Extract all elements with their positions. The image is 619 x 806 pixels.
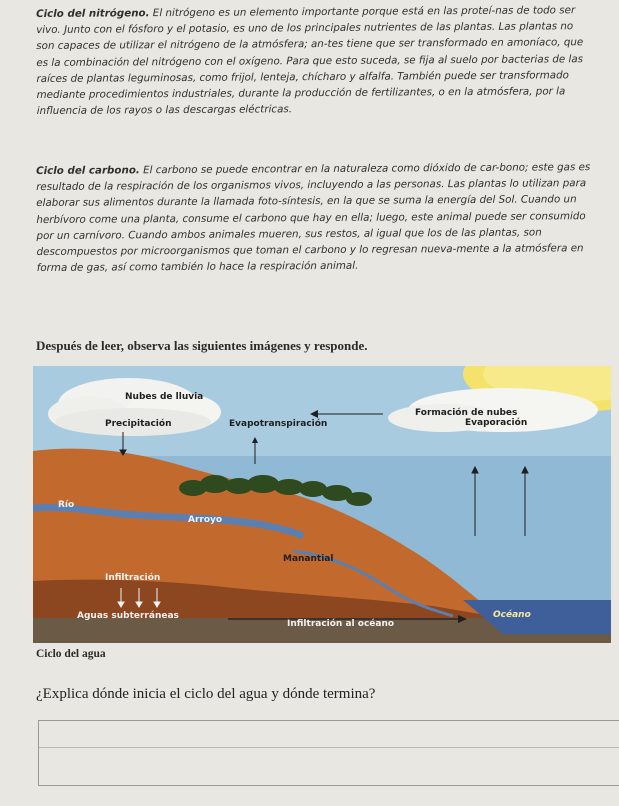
carbon-text: El carbono se puede encontrar en la naturaleza como dióxido de car-bono; este gas es resultado de la respiración de los organismos vivos, incluyendo a las personas. Las plantas lo utilizan para elaborar sus alimentos durante la llamada foto-síntesis, en la que se suma la energía del Sol. Cuando un herbívoro come una planta, consume el carbono que hay en ella; luego, este animal puede ser consumido por un carnívoro. Cuando ambos animales mueren, sus restos, al igual que los de las plantas, son descompuestos por microorganismos que toman el carbono y lo regresan nueva-mente a la atmósfera en forma de gas, así como también lo hace la respiración animal. xyxy=(36,161,591,275)
instruction-text: Después de leer, observa las siguientes imágenes y responde. xyxy=(36,338,368,353)
label-stream: Arroyo xyxy=(188,515,223,525)
label-infiltration: Infiltración xyxy=(105,573,161,583)
water-cycle-diagram xyxy=(33,366,611,643)
nitrogen-text: El nitrógeno es un elemento importante porque está en las proteí-nas de todo ser vivo. Junto con el fósforo y el potasio, es uno de los principales nutrientes de las plantas. Las plantas no son capaces de utilizar el nitrógeno de la atmósfera; an-tes tiene que ser transformado en amoníaco, que es la combinación del nitrógeno con el oxígeno. Para que esto suceda, se fija al suelo por bacterias de las raíces de plantas leguminosas, como frijol, lenteja, chícharo y alfalfa. También puede ser transformado mediante procedimientos industriales, durante la producción de fertilizantes, o en la atmósfera, por la influencia de los rayos o las descargas eléctricas. xyxy=(36,4,584,118)
diagram-caption: Ciclo del agua xyxy=(36,648,106,660)
label-spring: Manantial xyxy=(283,554,334,564)
carbon-title: Ciclo del carbono. xyxy=(36,164,140,177)
label-river: Río xyxy=(58,500,75,510)
label-groundwater: Aguas subterráneas xyxy=(77,611,179,621)
question-text: ¿Explica dónde inicia el ciclo del agua y dónde termina? xyxy=(36,686,376,702)
water-cycle-illustration xyxy=(33,366,611,643)
label-evapotranspiration: Evapotranspiración xyxy=(229,419,328,429)
label-ocean: Océano xyxy=(493,610,531,620)
nitrogen-paragraph xyxy=(36,2,593,119)
label-precipitation: Precipitación xyxy=(105,419,172,429)
carbon-paragraph xyxy=(36,159,593,276)
label-cloud-formation: Formación de nubes xyxy=(415,408,518,418)
label-clouds: Nubes de lluvia xyxy=(125,392,204,402)
nitrogen-title: Ciclo del nitrógeno. xyxy=(36,7,150,20)
answer-line xyxy=(39,747,619,748)
answer-box[interactable] xyxy=(38,720,619,786)
label-evaporation: Evaporación xyxy=(465,418,528,428)
label-ocean-infiltration: Infiltración al océano xyxy=(287,619,395,629)
